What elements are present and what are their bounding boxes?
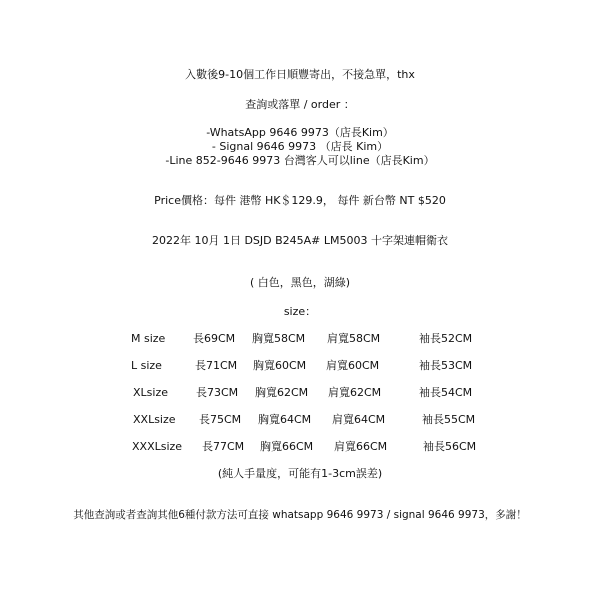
- size-heading: size：: [283, 305, 317, 318]
- chest-value: 胸寬64CM: [258, 413, 312, 426]
- shoulder-value: 肩寬60CM: [326, 359, 380, 372]
- shoulder-value: 肩寬58CM: [327, 332, 381, 345]
- shoulder-value: 肩寬62CM: [328, 386, 382, 399]
- shipping-notice: 入數後9-10個工作日順豐寄出，不接急單，thx: [185, 68, 415, 81]
- contact-signal: - Signal 9646 9973 （店長 Kim）: [211, 140, 389, 153]
- contact-line: -Line 852-9646 9973 台灣客人可以line（店長Kim）: [165, 154, 435, 167]
- length-value: 長73CM: [196, 386, 239, 399]
- length-value: 長69CM: [193, 332, 236, 345]
- sleeve-value: 袖長54CM: [419, 386, 473, 399]
- length-value: 長77CM: [202, 440, 245, 453]
- contact-whatsapp: -WhatsApp 9646 9973（店長Kim）: [206, 126, 394, 139]
- sleeve-value: 袖長55CM: [422, 413, 476, 426]
- size-label: XLsize: [133, 386, 168, 399]
- size-label: XXXLsize: [132, 440, 183, 453]
- sleeve-value: 袖長52CM: [419, 332, 473, 345]
- measurement-note: (純人手量度，可能有1-3cm誤差): [217, 467, 383, 480]
- chest-value: 胸寬60CM: [253, 359, 307, 372]
- color-options: ( 白色，黑色，湖綠): [249, 276, 351, 289]
- product-line: 2022年 10月 1日 DSJD B245A# LM5003 十字架連帽衛衣: [151, 234, 449, 247]
- length-value: 長71CM: [195, 359, 238, 372]
- size-label: L size: [131, 359, 162, 372]
- sleeve-value: 袖長56CM: [423, 440, 477, 453]
- chest-value: 胸寬62CM: [255, 386, 309, 399]
- length-value: 長75CM: [199, 413, 242, 426]
- order-heading: 查詢或落單 / order ：: [245, 98, 355, 111]
- chest-value: 胸寬66CM: [260, 440, 314, 453]
- footer-contact: 其他查詢或者查詢其他6種付款方法可直接 whatsapp 9646 9973 / signal 9646 9973，多謝！: [73, 509, 527, 521]
- size-label: M size: [131, 332, 166, 345]
- shoulder-value: 肩寬66CM: [334, 440, 388, 453]
- size-label: XXLsize: [133, 413, 176, 426]
- price-line: Price價格：每件 港幣 HK＄129.9， 每件 新台幣 NT $520: [154, 194, 446, 207]
- shoulder-value: 肩寬64CM: [332, 413, 386, 426]
- chest-value: 胸寬58CM: [252, 332, 306, 345]
- sleeve-value: 袖長53CM: [419, 359, 473, 372]
